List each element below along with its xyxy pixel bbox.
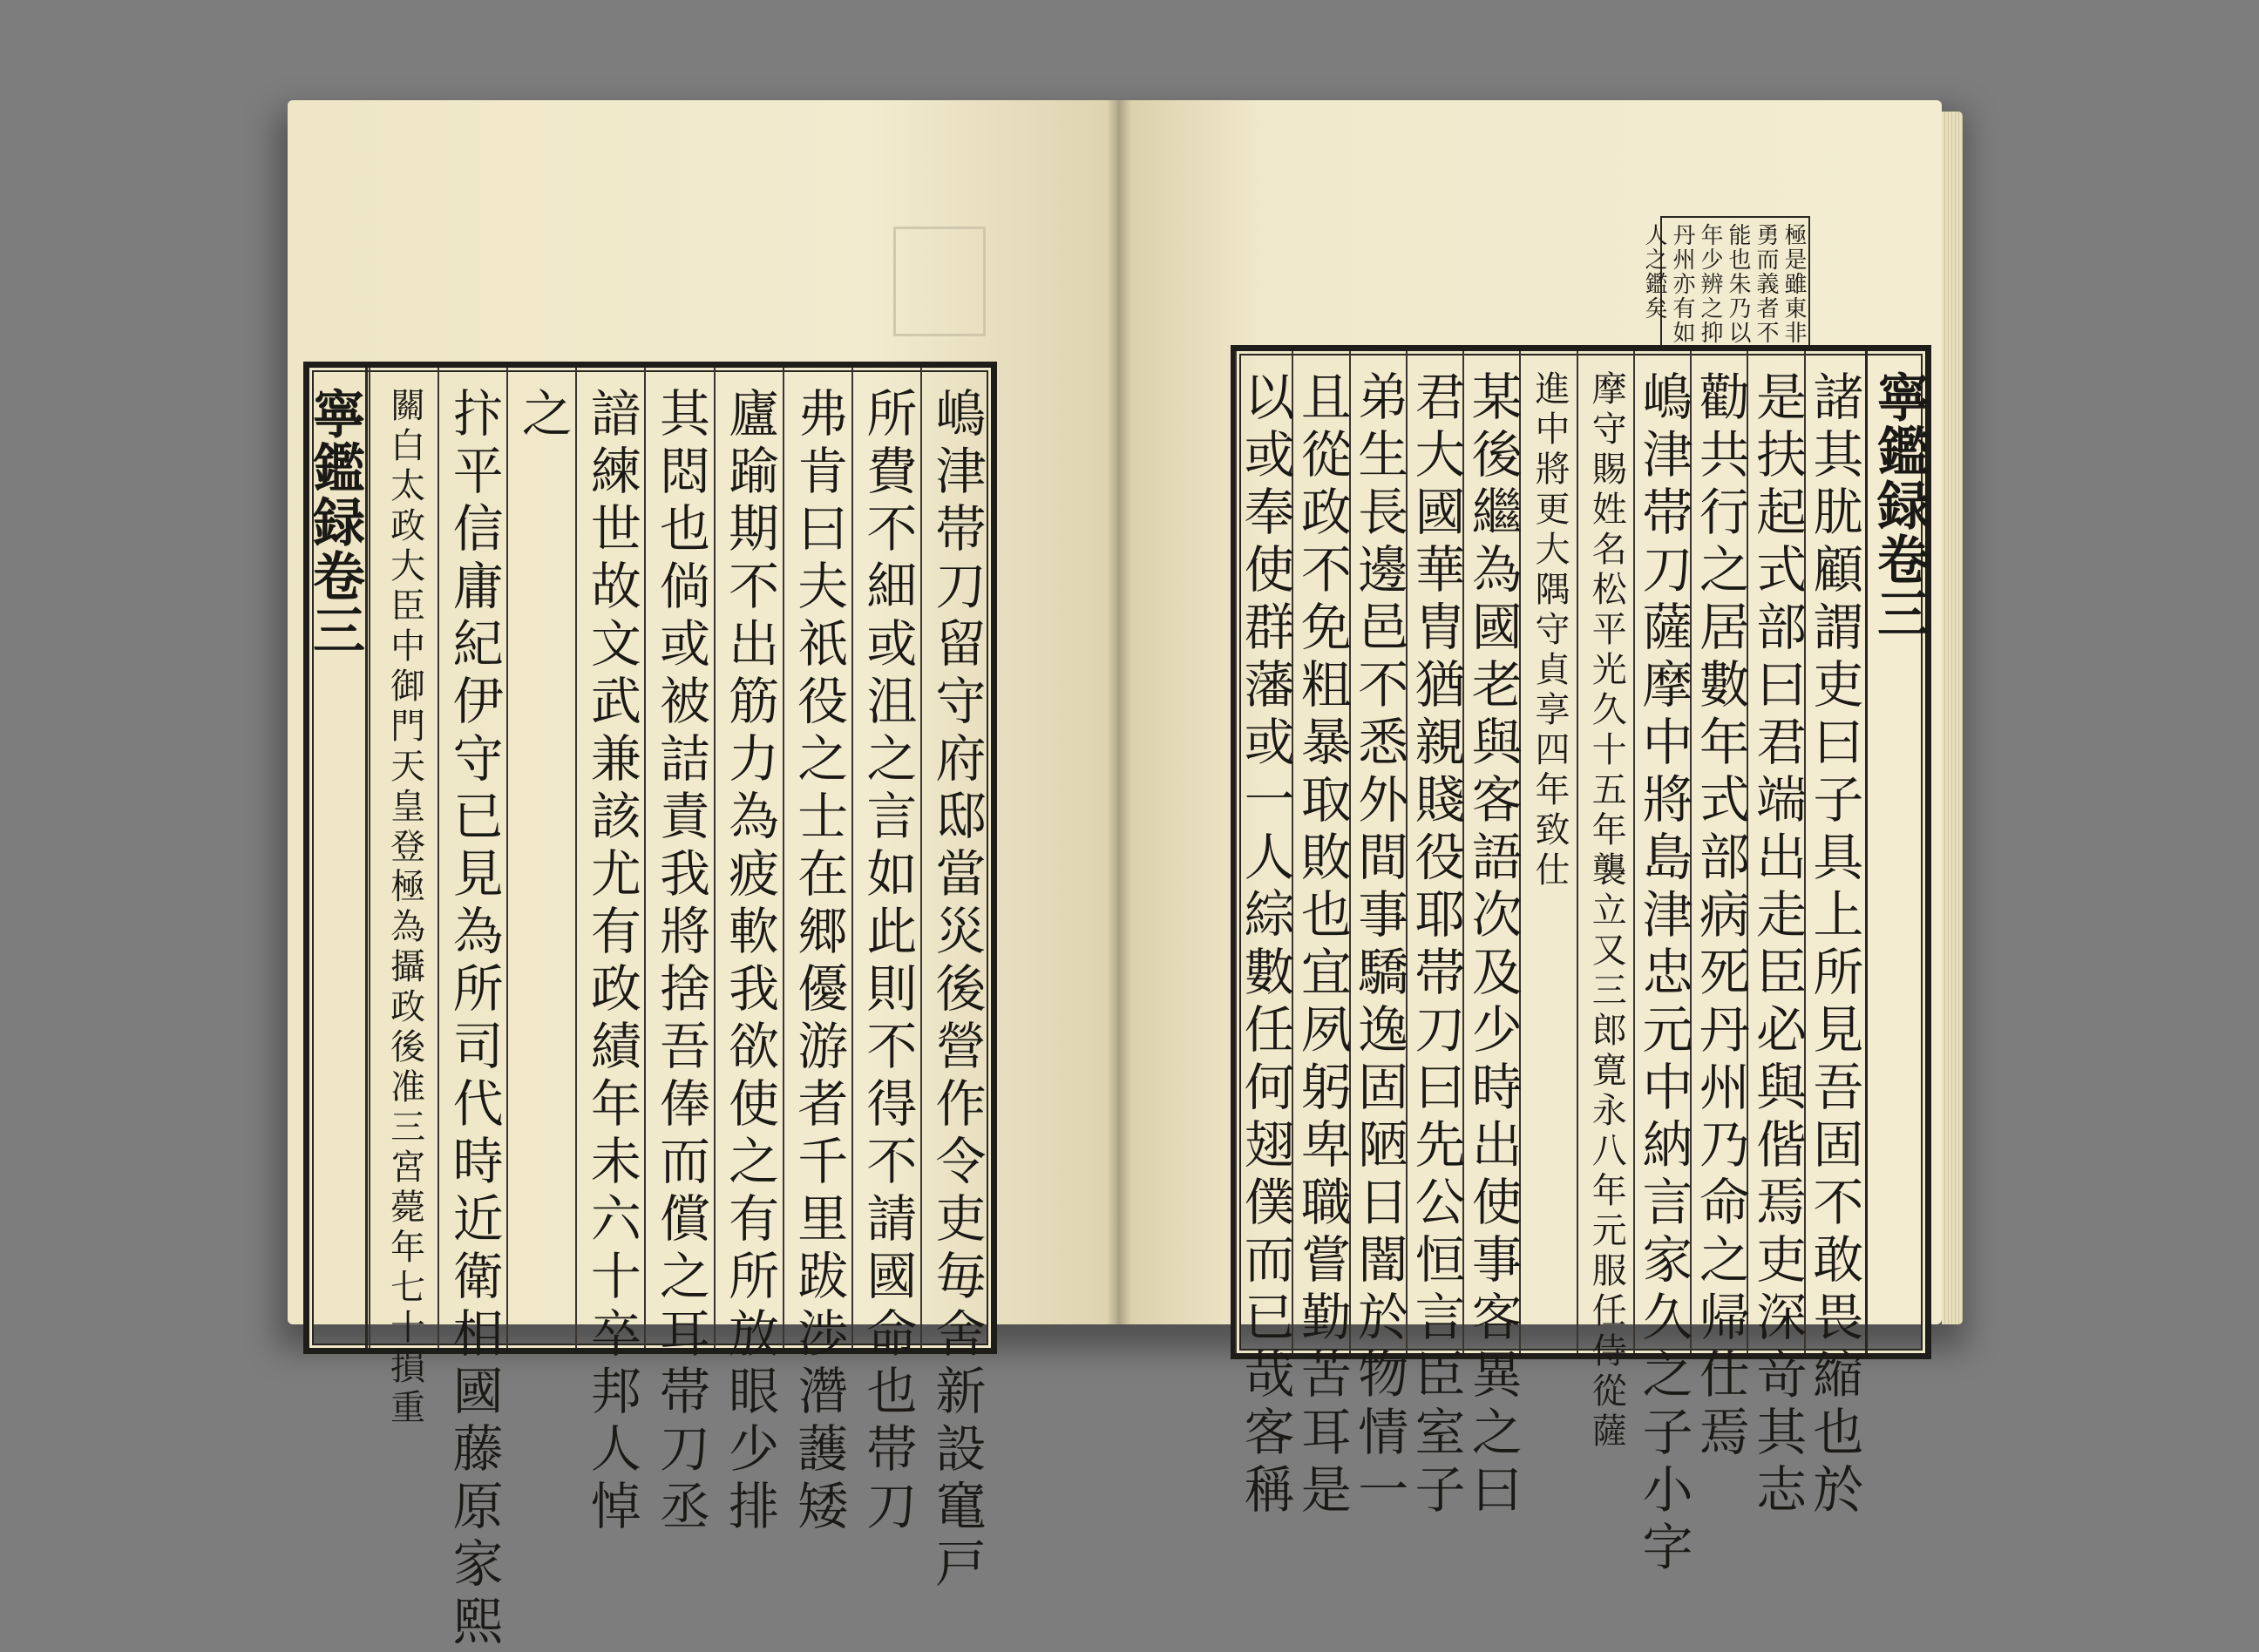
right-column-text: 進中將更大隅守貞享四年致仕 <box>1530 370 1570 891</box>
right-column-text: 弟生長邊邑不悉外間事驕逸固陋日闇於物情一 <box>1349 370 1409 1520</box>
right-text-column <box>1235 351 1295 1520</box>
right-text-column <box>1462 351 1523 1520</box>
left-text-column <box>783 368 853 1537</box>
left-text-column <box>575 368 646 1537</box>
right-text-column <box>1804 351 1864 1520</box>
page-edges <box>1942 112 1963 1324</box>
left-column-text: 所費不細或沮之言如此則不得不請國命也帯刀 <box>858 387 918 1537</box>
left-text-column <box>920 368 991 1594</box>
right-text-column <box>1747 351 1808 1520</box>
headnote-line: 丹州亦有如 <box>1669 223 1695 345</box>
left-column-text: 廬踰期不出筋力為疲軟我欲使之有所放眼少排 <box>720 387 780 1537</box>
left-column-text: 關白太政大臣中御門天皇登極為攝政後准三宮薨年七十損重 <box>384 387 425 1429</box>
right-text-column <box>1406 351 1466 1520</box>
right-column-text: 摩守賜姓名松平光久十五年襲立又三郎寛永八年元服任侍從薩 <box>1586 370 1627 1452</box>
right-column-text: 諸其肬顧謂吏曰子具上所見吾固不敢畏縮也於 <box>1804 370 1864 1520</box>
left-running-title: 寧鑑録卷三 <box>304 368 368 1348</box>
left-columns <box>370 368 991 1652</box>
right-text-column <box>1292 351 1352 1520</box>
right-text-frame <box>1231 345 1931 1578</box>
headnote-line: 勇而義者不 <box>1753 223 1779 345</box>
right-column-text: 君大國華胄猶親賤役耶帯刀曰先公恒言臣室子 <box>1406 370 1466 1520</box>
left-column-text: 弗肯曰夫祇役之士在郷優游者千里跋渉濳䕶矮 <box>789 387 849 1537</box>
right-column-text: 且從政不免粗暴取敗也宜夙躬卑職嘗勤苦耳是 <box>1292 370 1352 1520</box>
left-text-column <box>644 368 715 1537</box>
right-text-column <box>1519 351 1577 1353</box>
right-text-column <box>1349 351 1409 1520</box>
right-column-text: 某後繼為國老與客語次及少時出使事客異之曰 <box>1462 370 1523 1520</box>
right-column-text: 以或奉使群藩或一人綜數任何翅僕而已哉客稱 <box>1235 370 1295 1520</box>
left-text-column <box>714 368 784 1537</box>
left-text-column <box>851 368 922 1537</box>
left-text-column <box>506 368 577 1348</box>
headnote-box <box>1641 216 1810 347</box>
headnote-line: 人之鑑矣 <box>1641 223 1667 321</box>
right-columns <box>1235 351 1864 1578</box>
left-text-column <box>438 368 508 1652</box>
left-column-text: 其悶也倘或被詰責我將捨吾俸而償之耳帯刀丞 <box>651 387 710 1537</box>
headnote-line: 能也朱乃以 <box>1725 223 1751 345</box>
headnote <box>1639 223 1805 345</box>
left-column-text: 之 <box>512 387 573 444</box>
left-text-frame <box>303 362 997 1652</box>
right-running-title: 寧鑑録卷三 <box>1865 351 1930 1353</box>
right-text-column <box>1690 351 1750 1463</box>
book-gutter <box>1107 100 1131 1324</box>
headnote-line: 極是雖東非 <box>1781 223 1807 345</box>
left-column-text: 嶋津帯刀留守府邸當災後營作令吏毎舍新設𥧄戸 <box>926 387 987 1594</box>
left-text-column <box>369 368 439 1429</box>
right-column-text: 勸共行之居數年式部病死丹州乃命之帰仕焉 <box>1690 370 1750 1463</box>
left-column-text: 抃平信庸紀伊守已見為所司代時近衛相國藤原家熙 <box>444 387 504 1652</box>
left-column-text: 諳練世故文武兼該尤有政績年未六十卒邦人悼 <box>581 387 641 1537</box>
right-text-column <box>1633 351 1693 1578</box>
right-text-column <box>1577 351 1635 1452</box>
bleed-through-mark <box>893 227 986 336</box>
headnote-line: 年少辨之抑 <box>1697 223 1723 345</box>
right-column-text: 是扶起式部曰君端出走臣必與偕焉吏深竒其志 <box>1747 370 1808 1520</box>
right-column-text: 嶋津帯刀薩摩中將島津忠元中納言家久之子小字 <box>1633 370 1693 1578</box>
